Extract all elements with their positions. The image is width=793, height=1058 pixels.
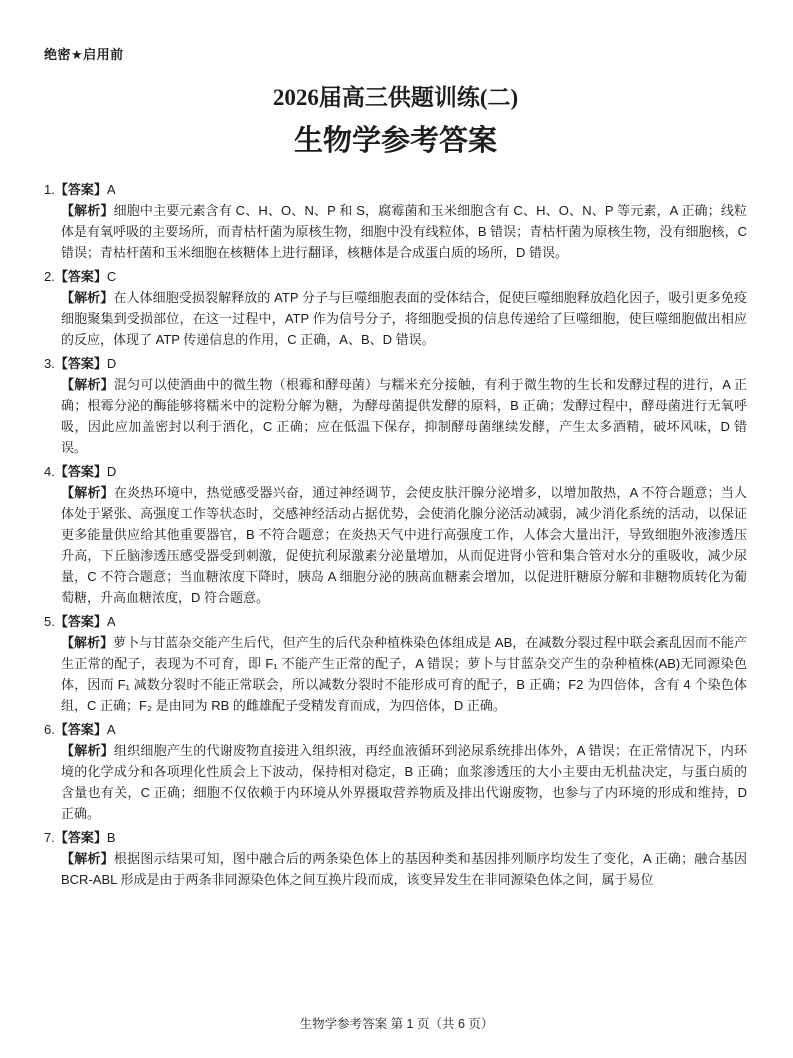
answer-line	[44, 719, 747, 740]
answer-letter: D	[106, 356, 117, 371]
answer-letter: B	[106, 830, 116, 845]
page-footer: 生物学参考答案 第 1 页（共 6 页）	[299, 1017, 494, 1031]
answer-item-2	[44, 266, 747, 350]
answer-item-4	[44, 461, 747, 608]
exam-title: 2026届高三供题训练(二)	[272, 85, 519, 110]
analysis-paragraph	[44, 482, 747, 608]
analysis-text: 萝卜与甘蓝杂交能产生后代，但产生的后代杂种植株染色体组成是 AB，在减数分裂过程中联会紊乱因而不能产生正常的配子，表现为不可育，即 F₁ 不能产生正常的配子，A 错误；萝卜与甘蓝杂交产生的杂种植株(AB)无同源染色体，因而 F₁ 减数分裂时不能正常联会，所以减数分裂时不能形成可育的配子，B 正确；F2 为四倍体，含有 4 个染色体组，C 正确；F₂ 是由同为 RB 的雌雄配子受精发育而成，为四倍体，D 正确。	[61, 635, 747, 713]
item-number: 3.	[44, 356, 55, 371]
analysis-text: 细胞中主要元素含有 C、H、O、N、P 和 S，腐霉菌和玉米细胞含有 C、H、O、N、P 等元素，A 正确；线粒体是有氧呼吸的主要场所，而青枯杆菌为原核生物，细胞中没有线粒体，B 错误；青枯杆菌为原核生物，没有细胞核，C 错误；青枯杆菌和玉米细胞在核糖体上进行翻译，核糖体是合成蛋白质的场所，D 错误。	[61, 203, 747, 260]
item-number: 7.	[44, 830, 55, 845]
analysis-paragraph	[44, 200, 747, 263]
item-number: 1.	[44, 182, 55, 197]
answer-item-1	[44, 179, 747, 263]
answer-label: 【答案】	[54, 356, 107, 371]
item-number: 6.	[44, 722, 55, 737]
item-number: 4.	[44, 464, 55, 479]
analysis-text: 组织细胞产生的代谢废物直接进入组织液，再经血液循环到泌尿系统排出体外，A 错误；在正常情况下，内环境的化学成分和各项理化性质会上下波动，保持相对稳定，B 正确；血浆渗透压的大小主要由无机盐决定，与蛋白质的含量也有关，C 正确；细胞不仅依赖于内环境从外界摄取营养物质及排出代谢废物，也参与了内环境的形成和维持，D 正确。	[61, 743, 747, 821]
answer-line	[44, 611, 747, 632]
analysis-label: 【解析】	[61, 290, 114, 305]
analysis-paragraph	[44, 632, 747, 716]
answer-letter: D	[106, 464, 117, 479]
answer-label: 【答案】	[54, 182, 107, 197]
analysis-text: 根据图示结果可知，图中融合后的两条染色体上的基因种类和基因排列顺序均发生了变化，A 正确；融合基因 BCR-ABL 形成是由于两条非同源染色体之间互换片段而成，该变异发生在非同源染色体之间，属于易位	[61, 851, 747, 887]
answer-line	[44, 461, 747, 482]
answer-label: 【答案】	[54, 614, 107, 629]
analysis-paragraph	[44, 374, 747, 458]
answer-item-5	[44, 611, 747, 716]
answer-letter: A	[106, 614, 116, 629]
answer-label: 【答案】	[54, 830, 107, 845]
analysis-label: 【解析】	[61, 377, 114, 392]
analysis-paragraph	[44, 287, 747, 350]
item-number: 2.	[44, 269, 55, 284]
answer-line	[44, 827, 747, 848]
answer-line	[44, 266, 747, 287]
analysis-label: 【解析】	[61, 743, 114, 758]
answer-label: 【答案】	[54, 722, 107, 737]
answer-item-7	[44, 827, 747, 890]
answer-line	[44, 353, 747, 374]
answer-letter: A	[106, 182, 116, 197]
analysis-text: 在人体细胞受损裂解释放的 ATP 分子与巨噬细胞表面的受体结合，促使巨噬细胞释放趋化因子，吸引更多免疫细胞聚集到受损部位，在这一过程中，ATP 作为信号分子，将细胞受损的信息传递给了巨噬细胞，使巨噬细胞做出相应的反应，体现了 ATP 传递信息的作用，C 正确，A、B、D 错误。	[61, 290, 747, 347]
answer-letter: A	[106, 722, 116, 737]
analysis-paragraph	[44, 848, 747, 890]
answer-item-6	[44, 719, 747, 824]
page-title: 生物学参考答案	[293, 125, 497, 157]
analysis-paragraph	[44, 740, 747, 824]
analysis-text: 混匀可以使酒曲中的微生物（根霉和酵母菌）与糯米充分接触，有利于微生物的生长和发酵过程的进行，A 正确；根霉分泌的酶能够将糯米中的淀粉分解为糖，为酵母菌提供发酵的原料，B 正确；发酵过程中，酵母菌进行无氧呼吸，因此应加盖密封以利于酒化，C 正确；应在低温下保存，抑制酵母菌继续发酵，产生太多酒精，破坏风味，D 错误。	[61, 377, 747, 455]
analysis-text: 在炎热环境中，热觉感受器兴奋，通过神经调节，会使皮肤汗腺分泌增多，以增加散热，A 不符合题意；当人体处于紧张、高强度工作等状态时，交感神经活动占据优势，会使消化腺分泌活动减弱，减少消化系统的活动，以保证更多能量供应给其他重要器官，B 不符合题意；在炎热天气中进行高强度工作，人体会大量出汗，导致细胞外液渗透压升高，下丘脑渗透压感受器受到刺激，促使抗利尿激素分泌量增加，从而促进肾小管和集合管对水分的重吸收，减少尿量，C 不符合题意；当血糖浓度下降时，胰岛 A 细胞分泌的胰高血糖素会增加，以促进肝糖原分解和非糖物质转化为葡萄糖，升高血糖浓度，D 符合题意。	[61, 485, 747, 605]
answer-letter: C	[106, 269, 117, 284]
classification-header: 绝密★启用前	[44, 47, 124, 62]
analysis-label: 【解析】	[61, 485, 114, 500]
analysis-label: 【解析】	[61, 635, 114, 650]
item-number: 5.	[44, 614, 55, 629]
answer-label: 【答案】	[54, 269, 107, 284]
answer-item-3	[44, 353, 747, 458]
answer-label: 【答案】	[54, 464, 107, 479]
answer-line	[44, 179, 747, 200]
analysis-label: 【解析】	[61, 851, 114, 866]
analysis-label: 【解析】	[61, 203, 114, 218]
